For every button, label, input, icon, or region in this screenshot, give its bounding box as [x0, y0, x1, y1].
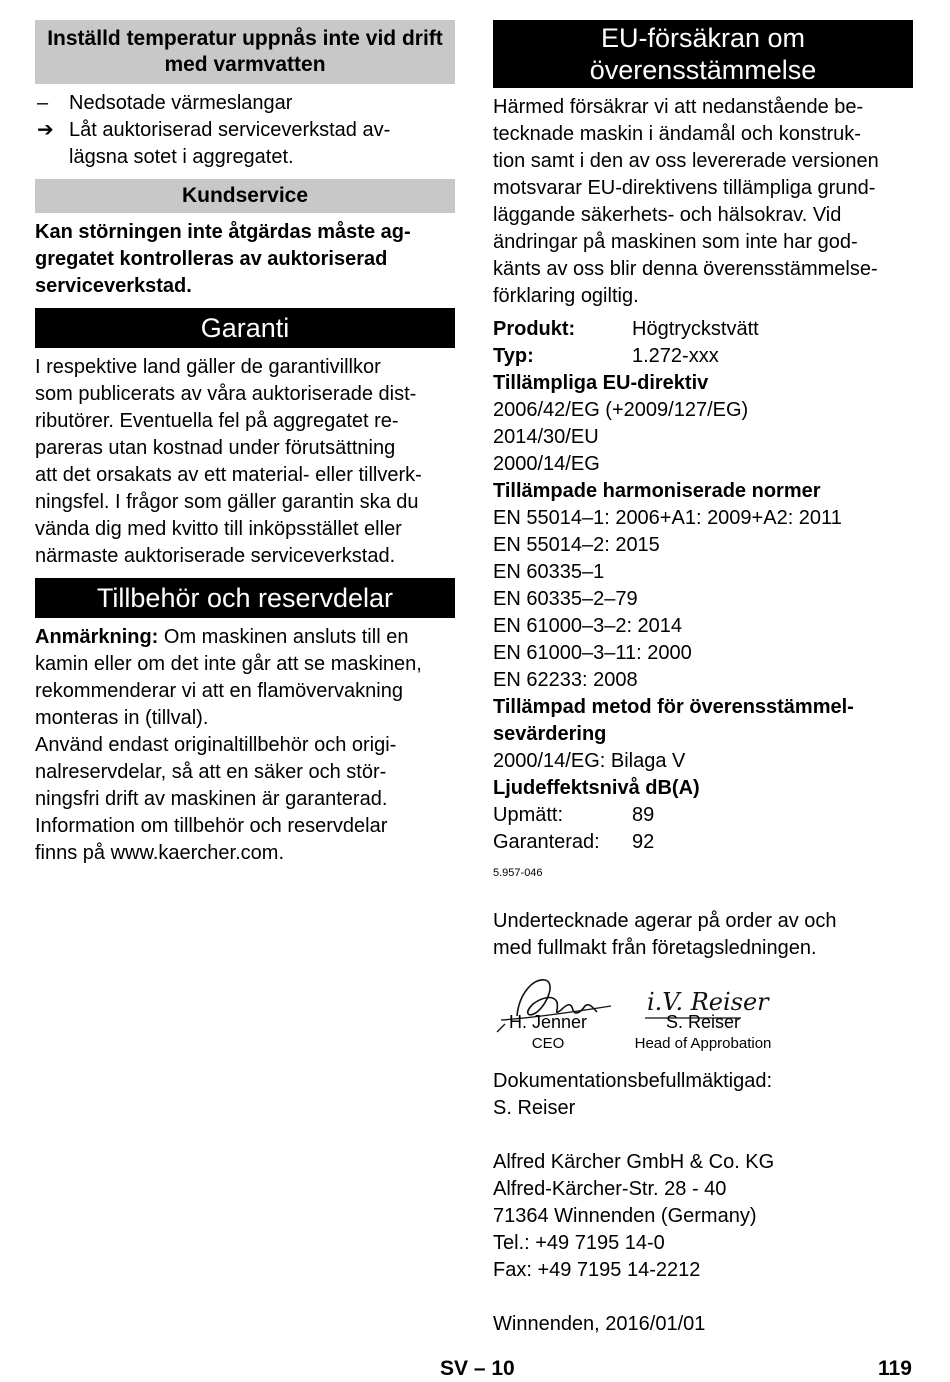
intro-line: känts av oss blir denna överensstämmelse-: [493, 258, 878, 280]
heading-temperature: Inställd temperatur uppnås inte vid drift med varmvatten: [35, 20, 455, 84]
metod-value: 2000/14/EG: Bilaga V: [493, 750, 686, 772]
signed-line-2: med fullmakt från företagsledningen.: [493, 937, 817, 959]
produkt-value: Högtryckstvätt: [632, 318, 759, 340]
intro-line: läggande säkerhets- och hälsokrav. Vid: [493, 204, 842, 226]
eu-heading-line-1: EU-försäkran om: [600, 23, 806, 53]
page-number: 119: [878, 1357, 912, 1380]
note-label: Anmärkning:: [35, 626, 159, 648]
dok-name: S. Reiser: [493, 1097, 576, 1119]
garanterad-label: Garanterad:: [493, 831, 600, 853]
tillbehor-line: ningsfri drift av maskinen är garanterad.: [35, 788, 388, 810]
cause-text: Nedsotade värmeslangar: [69, 92, 293, 114]
kundservice-line-3: serviceverkstad.: [35, 275, 192, 297]
garanti-line: I respektive land gäller de garantivillkor: [35, 356, 381, 378]
eu-intro: [493, 94, 913, 310]
arrow-icon: ➔: [37, 119, 54, 141]
direktiv-item: 2006/42/EG (+2009/127/EG): [493, 399, 749, 421]
produkt-label: Produkt:: [493, 318, 576, 340]
intro-line: Härmed försäkrar vi att nedanstående be-: [493, 96, 864, 118]
garanti-line: närmaste auktoriserade serviceverkstad.: [35, 545, 396, 567]
note-first: Om maskinen ansluts till en: [158, 626, 409, 648]
signer1-name: H. Jenner: [508, 1012, 588, 1032]
signed-text: [493, 908, 913, 962]
eu-heading-line-2: överensstämmelse: [589, 55, 817, 85]
intro-line: ändringar på maskinen som inte har god-: [493, 231, 858, 253]
action-line-2: lägsna sotet i aggregatet.: [69, 146, 294, 168]
signatures: [493, 972, 913, 1068]
tillbehor-line: rekommenderar vi att en flamövervakning: [35, 680, 403, 702]
signer1-role: CEO: [531, 1035, 565, 1052]
norm-item: EN 55014–2: 2015: [493, 534, 660, 556]
garanti-line: vända dig med kvitto till inköpsstället eller: [35, 518, 402, 540]
tillbehor-line: Använd endast originaltillbehör och origi-: [35, 734, 397, 756]
signer2-role: Head of Approbation: [634, 1035, 772, 1052]
date-line: Winnenden, 2016/01/01: [493, 1313, 706, 1335]
direktiv-heading: Tillämpliga EU-direktiv: [493, 372, 709, 394]
intro-line: förklaring ogiltig.: [493, 285, 639, 307]
garanti-line: ningsfel. I frågor som gäller garantin ska du: [35, 491, 419, 513]
intro-line: motsvarar EU-direktivens tillämpliga grund-: [493, 177, 876, 199]
product-info: [493, 316, 913, 856]
address-line: 71364 Winnenden (Germany): [493, 1205, 757, 1227]
cause-item: [35, 90, 455, 117]
garanti-line: pareras utan kostnad under förutsättning: [35, 437, 396, 459]
action-item: [35, 117, 455, 171]
garanterad-row: [493, 829, 913, 856]
typ-value: 1.272-xxx: [632, 345, 719, 367]
norm-item: EN 61000–3–11: 2000: [493, 642, 692, 664]
doc-number: 5.957-046: [493, 867, 543, 879]
uppmatt-row: [493, 802, 913, 829]
signer2-name: S. Reiser: [665, 1012, 741, 1032]
norm-item: EN 62233: 2008: [493, 669, 638, 691]
garanti-line: att det orsakats av ett material- eller tillverk-: [35, 464, 422, 486]
intro-line: tecknade maskin i ändamål och konstruk-: [493, 123, 861, 145]
kundservice-line-1: Kan störningen inte åtgärdas måste ag-: [35, 221, 411, 243]
dash-marker: –: [37, 92, 49, 114]
tillbehor-line: monteras in (tillval).: [35, 707, 209, 729]
tillbehor-line: finns på www.kaercher.com.: [35, 842, 284, 864]
address-line: Fax: +49 7195 14-2212: [493, 1259, 701, 1281]
direktiv-item: 2014/30/EU: [493, 426, 599, 448]
address-line: Tel.: +49 7195 14-0: [493, 1232, 665, 1254]
tillbehor-text: [35, 624, 455, 867]
tillbehor-line: nalreservdelar, så att en säker och stör-: [35, 761, 387, 783]
company-address: [493, 1149, 913, 1284]
signed-line-1: Undertecknade agerar på order av och: [493, 910, 837, 932]
typ-label: Typ:: [493, 345, 534, 367]
left-column: [35, 20, 455, 867]
section-number: SV – 10: [440, 1357, 515, 1380]
kundservice-text: [35, 219, 455, 300]
tillbehor-line: kamin eller om det inte går att se maskinen,: [35, 653, 422, 675]
metod-heading: [493, 694, 913, 748]
intro-line: tion samt i den av oss levererade versionen: [493, 150, 879, 172]
norm-item: EN 55014–1: 2006+A1: 2009+A2: 2011: [493, 507, 842, 529]
norm-item: EN 61000–3–2: 2014: [493, 615, 683, 637]
norm-item: EN 60335–2–79: [493, 588, 638, 610]
uppmatt-value: 89: [632, 804, 655, 826]
garanti-line: ributörer. Eventuella fel på aggregatet re-: [35, 410, 399, 432]
heading-kundservice: Kundservice: [35, 179, 455, 213]
normer-heading: Tillämpade harmoniserade normer: [493, 480, 821, 502]
address-line: Alfred-Kärcher-Str. 28 - 40: [493, 1178, 727, 1200]
typ-row: [493, 343, 913, 370]
troubleshoot-block: [35, 90, 455, 171]
action-line-1: Låt auktoriserad serviceverkstad av-: [69, 119, 391, 141]
norm-item: EN 60335–1: [493, 561, 605, 583]
metod-heading-line-2: sevärdering: [493, 723, 607, 745]
right-column: [493, 20, 913, 1338]
produkt-row: [493, 316, 913, 343]
metod-heading-line-1: Tillämpad metod för överensstämmel-: [493, 696, 854, 718]
heading-tillbehor: Tillbehör och reservdelar: [35, 578, 455, 618]
signature-reiser: i.V. Reiser: [647, 988, 769, 1016]
kundservice-line-2: gregatet kontrolleras av auktoriserad: [35, 248, 388, 270]
garanti-line: som publicerats av våra auktoriserade dist-: [35, 383, 417, 405]
dok-label: Dokumentationsbefullmäktigad:: [493, 1070, 773, 1092]
tillbehor-line: Information om tillbehör och reservdelar: [35, 815, 388, 837]
direktiv-item: 2000/14/EG: [493, 453, 600, 475]
ljud-heading: Ljudeffektsnivå dB(A): [493, 777, 700, 799]
address-line: Alfred Kärcher GmbH & Co. KG: [493, 1151, 775, 1173]
garanti-text: [35, 354, 455, 570]
uppmatt-label: Upmätt:: [493, 804, 564, 826]
garanterad-value: 92: [632, 831, 655, 853]
heading-garanti: Garanti: [35, 308, 455, 348]
documentation-authorized: [493, 1068, 913, 1122]
heading-eu-declaration: [493, 20, 913, 88]
